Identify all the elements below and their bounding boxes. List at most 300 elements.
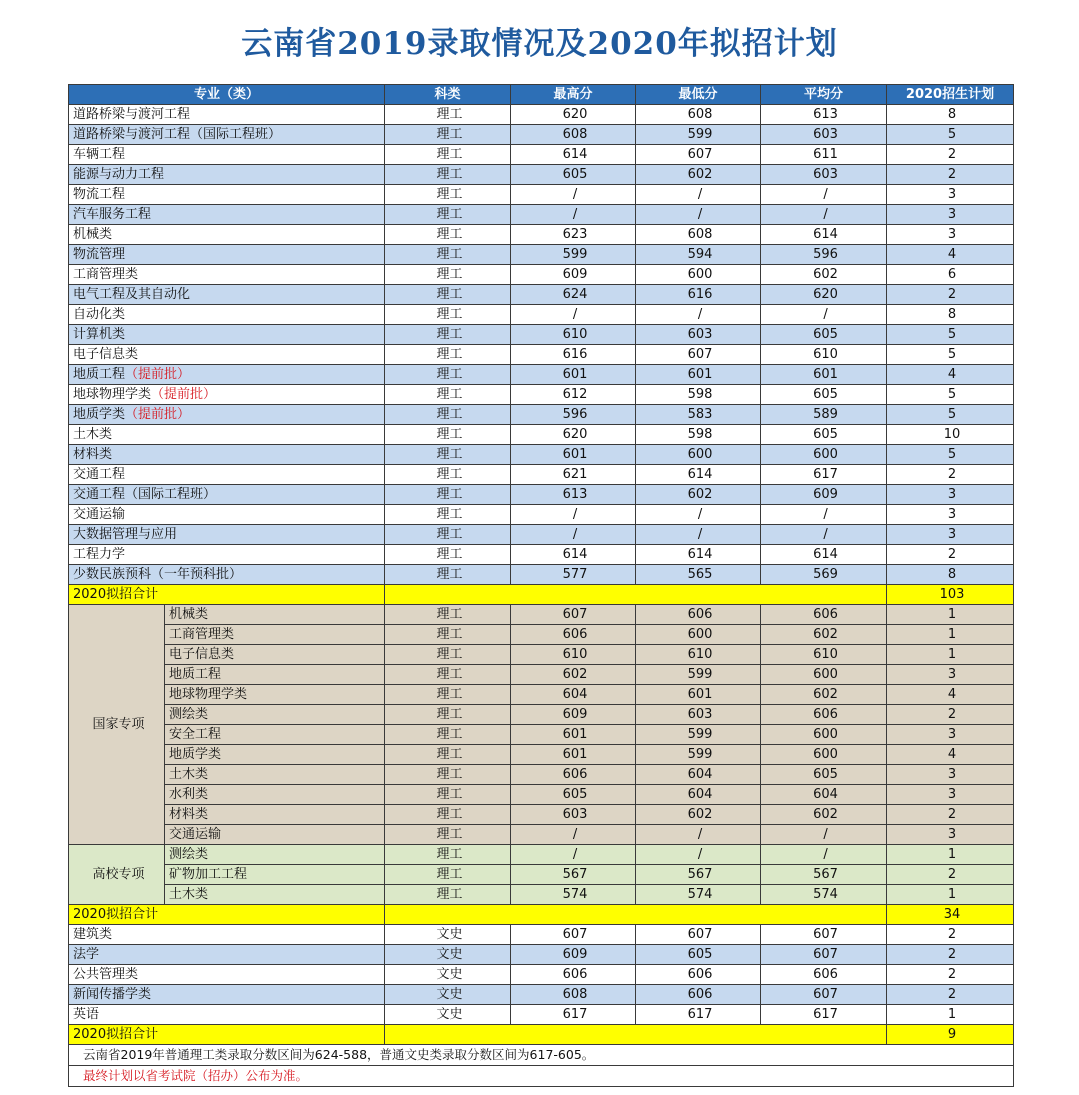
cell-type: 理工 (385, 265, 511, 285)
cell-min: 598 (636, 425, 761, 445)
major-name: 英语 (69, 1005, 385, 1025)
cell-min: 601 (636, 365, 761, 385)
cell-avg: 569 (761, 565, 887, 585)
cell-avg: / (761, 205, 887, 225)
cell-type: 理工 (385, 105, 511, 125)
cell-plan: 2 (887, 165, 1014, 185)
cell-min: 606 (636, 985, 761, 1005)
major-name-cell (69, 225, 385, 245)
cell-avg: 607 (761, 925, 887, 945)
cell-plan: 4 (887, 685, 1014, 705)
major-name: 土木类 (165, 765, 385, 785)
cell-type: 理工 (385, 205, 511, 225)
cell-plan: 5 (887, 385, 1014, 405)
major-name: 地质工程 (73, 367, 126, 382)
table-row (69, 205, 1014, 225)
table-row (69, 805, 1014, 825)
cell-plan: 1 (887, 605, 1014, 625)
cell-max: 610 (511, 325, 636, 345)
cell-min: 594 (636, 245, 761, 265)
cell-min: 603 (636, 705, 761, 725)
cell-min: 607 (636, 345, 761, 365)
cell-type: 文史 (385, 965, 511, 985)
cell-type: 理工 (385, 305, 511, 325)
cell-plan: 3 (887, 665, 1014, 685)
major-name: 测绘类 (165, 845, 385, 865)
cell-min: 600 (636, 265, 761, 285)
cell-min: 614 (636, 545, 761, 565)
cell-avg: 604 (761, 785, 887, 805)
cell-min: 599 (636, 665, 761, 685)
note-row (69, 1045, 1014, 1066)
group-label: 国家专项 (69, 605, 165, 845)
major-name: 交通运输 (73, 507, 126, 522)
major-name: 地质学类 (165, 745, 385, 765)
subtotal-label: 2020拟招合计 (69, 905, 385, 925)
table-row (69, 885, 1014, 905)
cell-max: 616 (511, 345, 636, 365)
subtotal-value: 103 (887, 585, 1014, 605)
subtotal-label: 2020拟招合计 (69, 1025, 385, 1045)
table-row (69, 1005, 1014, 1025)
table-row (69, 225, 1014, 245)
cell-max: 607 (511, 925, 636, 945)
cell-min: 607 (636, 145, 761, 165)
subtotal-blank (385, 585, 887, 605)
cell-plan: 3 (887, 225, 1014, 245)
major-name-cell (69, 545, 385, 565)
cell-type: 理工 (385, 645, 511, 665)
table-row (69, 125, 1014, 145)
cell-plan: 4 (887, 245, 1014, 265)
cell-avg: 609 (761, 485, 887, 505)
major-name: 电气工程及其自动化 (73, 287, 191, 302)
cell-max: 617 (511, 1005, 636, 1025)
cell-type: 理工 (385, 685, 511, 705)
cell-type: 理工 (385, 385, 511, 405)
cell-plan: 3 (887, 725, 1014, 745)
cell-plan: 2 (887, 145, 1014, 165)
cell-plan: 2 (887, 805, 1014, 825)
table-row (69, 965, 1014, 985)
table-row (69, 165, 1014, 185)
major-name: 道路桥梁与渡河工程 (73, 107, 191, 122)
major-name: 地质工程 (165, 665, 385, 685)
cell-plan: 2 (887, 945, 1014, 965)
cell-max: 604 (511, 685, 636, 705)
cell-plan: 5 (887, 325, 1014, 345)
cell-avg: 601 (761, 365, 887, 385)
cell-type: 理工 (385, 745, 511, 765)
table-row (69, 645, 1014, 665)
major-name: 机械类 (73, 227, 113, 242)
cell-plan: 3 (887, 505, 1014, 525)
table-row (69, 545, 1014, 565)
cell-max: / (511, 205, 636, 225)
cell-min: 600 (636, 445, 761, 465)
cell-plan: 2 (887, 285, 1014, 305)
cell-avg: 605 (761, 325, 887, 345)
major-name: 工商管理类 (165, 625, 385, 645)
subtotal-value: 9 (887, 1025, 1014, 1045)
table-row (69, 505, 1014, 525)
cell-max: 606 (511, 765, 636, 785)
cell-avg: 617 (761, 1005, 887, 1025)
subtotal-row (69, 905, 1014, 925)
major-name: 矿物加工工程 (165, 865, 385, 885)
cell-avg: 602 (761, 265, 887, 285)
cell-max: 603 (511, 805, 636, 825)
cell-max: 624 (511, 285, 636, 305)
cell-min: / (636, 305, 761, 325)
table-row (69, 145, 1014, 165)
cell-min: 614 (636, 465, 761, 485)
cell-type: 理工 (385, 825, 511, 845)
major-name-cell (69, 245, 385, 265)
major-name-cell (69, 125, 385, 145)
cell-min: 604 (636, 785, 761, 805)
cell-type: 理工 (385, 505, 511, 525)
cell-plan: 8 (887, 565, 1014, 585)
cell-plan: 6 (887, 265, 1014, 285)
cell-max: 602 (511, 665, 636, 685)
cell-avg: 611 (761, 145, 887, 165)
cell-min: 610 (636, 645, 761, 665)
major-name: 新闻传播学类 (69, 985, 385, 1005)
cell-avg: 606 (761, 605, 887, 625)
table-row (69, 425, 1014, 445)
cell-avg: 600 (761, 445, 887, 465)
table-row (69, 525, 1014, 545)
cell-max: 609 (511, 265, 636, 285)
cell-max: / (511, 825, 636, 845)
header-max-score: 最高分 (511, 85, 636, 105)
cell-max: / (511, 305, 636, 325)
table-row (69, 925, 1014, 945)
cell-plan: 3 (887, 785, 1014, 805)
subtotal-row (69, 1025, 1014, 1045)
cell-max: 614 (511, 145, 636, 165)
major-name-cell (69, 165, 385, 185)
cell-plan: 5 (887, 405, 1014, 425)
cell-max: 577 (511, 565, 636, 585)
cell-max: / (511, 185, 636, 205)
major-name: 测绘类 (165, 705, 385, 725)
cell-max: 601 (511, 445, 636, 465)
cell-plan: 2 (887, 965, 1014, 985)
major-name-cell (69, 345, 385, 365)
major-name-cell (69, 145, 385, 165)
major-name: 物流管理 (73, 247, 126, 262)
cell-type: 文史 (385, 1005, 511, 1025)
major-name: 交通运输 (165, 825, 385, 845)
cell-max: 601 (511, 365, 636, 385)
major-name: 汽车服务工程 (73, 207, 152, 222)
major-name: 土木类 (165, 885, 385, 905)
cell-type: 理工 (385, 765, 511, 785)
cell-min: 606 (636, 605, 761, 625)
cell-plan: 8 (887, 305, 1014, 325)
cell-type: 理工 (385, 425, 511, 445)
cell-plan: 5 (887, 345, 1014, 365)
cell-min: 602 (636, 485, 761, 505)
table-row (69, 765, 1014, 785)
header-category: 科类 (385, 85, 511, 105)
cell-min: 599 (636, 745, 761, 765)
cell-avg: 589 (761, 405, 887, 425)
cell-plan: 1 (887, 645, 1014, 665)
cell-avg: 607 (761, 945, 887, 965)
cell-avg: 605 (761, 425, 887, 445)
cell-type: 理工 (385, 185, 511, 205)
cell-type: 文史 (385, 925, 511, 945)
cell-min: / (636, 845, 761, 865)
cell-max: 601 (511, 745, 636, 765)
cell-max: 605 (511, 165, 636, 185)
major-name: 工商管理类 (73, 267, 139, 282)
cell-type: 理工 (385, 885, 511, 905)
major-name-cell (69, 445, 385, 465)
major-name: 能源与动力工程 (73, 167, 165, 182)
cell-min: 583 (636, 405, 761, 425)
cell-plan: 1 (887, 1005, 1014, 1025)
table-row (69, 665, 1014, 685)
cell-avg: 602 (761, 805, 887, 825)
cell-type: 理工 (385, 165, 511, 185)
cell-plan: 3 (887, 485, 1014, 505)
cell-avg: 610 (761, 345, 887, 365)
major-name: 计算机类 (73, 327, 126, 342)
table-row (69, 465, 1014, 485)
cell-max: 608 (511, 125, 636, 145)
major-name: 法学 (69, 945, 385, 965)
major-name-cell (69, 205, 385, 225)
major-name: 安全工程 (165, 725, 385, 745)
cell-type: 理工 (385, 605, 511, 625)
cell-type: 理工 (385, 345, 511, 365)
cell-type: 理工 (385, 805, 511, 825)
table-row (69, 685, 1014, 705)
cell-type: 理工 (385, 125, 511, 145)
cell-plan: 1 (887, 885, 1014, 905)
cell-plan: 1 (887, 845, 1014, 865)
table-row (69, 365, 1014, 385)
major-name: 机械类 (165, 605, 385, 625)
cell-plan: 1 (887, 625, 1014, 645)
cell-min: 599 (636, 725, 761, 745)
cell-type: 理工 (385, 245, 511, 265)
table-row (69, 385, 1014, 405)
cell-avg: 607 (761, 985, 887, 1005)
table-row (69, 945, 1014, 965)
cell-avg: 596 (761, 245, 887, 265)
major-name: 水利类 (165, 785, 385, 805)
cell-avg: / (761, 525, 887, 545)
cell-type: 文史 (385, 945, 511, 965)
cell-min: 598 (636, 385, 761, 405)
cell-plan: 3 (887, 185, 1014, 205)
cell-type: 文史 (385, 985, 511, 1005)
cell-avg: 605 (761, 385, 887, 405)
cell-min: 608 (636, 225, 761, 245)
group-label: 高校专项 (69, 845, 165, 905)
cell-type: 理工 (385, 145, 511, 165)
admission-table (68, 84, 1014, 1087)
major-name: 材料类 (165, 805, 385, 825)
cell-plan: 2 (887, 545, 1014, 565)
cell-min: 602 (636, 165, 761, 185)
cell-plan: 5 (887, 445, 1014, 465)
table-header-row (69, 85, 1014, 105)
cell-min: 603 (636, 325, 761, 345)
table-row (69, 865, 1014, 885)
cell-max: / (511, 525, 636, 545)
cell-type: 理工 (385, 705, 511, 725)
cell-max: 606 (511, 625, 636, 645)
cell-max: 605 (511, 785, 636, 805)
cell-type: 理工 (385, 465, 511, 485)
cell-min: 606 (636, 965, 761, 985)
cell-min: 565 (636, 565, 761, 585)
cell-min: 601 (636, 685, 761, 705)
cell-plan: 3 (887, 825, 1014, 845)
cell-plan: 3 (887, 205, 1014, 225)
table-row (69, 325, 1014, 345)
major-name: 电子信息类 (73, 347, 139, 362)
cell-type: 理工 (385, 865, 511, 885)
cell-type: 理工 (385, 545, 511, 565)
cell-max: 620 (511, 105, 636, 125)
major-name-cell (69, 425, 385, 445)
cell-plan: 8 (887, 105, 1014, 125)
major-name: 交通工程（国际工程班） (73, 487, 217, 502)
major-name-cell (69, 485, 385, 505)
cell-max: 612 (511, 385, 636, 405)
major-name-cell (69, 365, 385, 385)
major-name-cell (69, 465, 385, 485)
major-name-cell (69, 505, 385, 525)
major-name-cell (69, 565, 385, 585)
table-row (69, 265, 1014, 285)
cell-avg: 617 (761, 465, 887, 485)
cell-plan: 2 (887, 985, 1014, 1005)
cell-type: 理工 (385, 445, 511, 465)
major-name: 车辆工程 (73, 147, 126, 162)
cell-type: 理工 (385, 665, 511, 685)
table-row (69, 485, 1014, 505)
table-row (69, 305, 1014, 325)
major-name: 物流工程 (73, 187, 126, 202)
cell-avg: 620 (761, 285, 887, 305)
major-name-cell (69, 525, 385, 545)
early-batch-note: （提前批） (125, 367, 191, 382)
header-plan-2020: 2020招生计划 (887, 85, 1014, 105)
cell-type: 理工 (385, 845, 511, 865)
cell-avg: / (761, 505, 887, 525)
header-major: 专业（类） (69, 85, 385, 105)
cell-max: 621 (511, 465, 636, 485)
table-row (69, 445, 1014, 465)
header-min-score: 最低分 (636, 85, 761, 105)
table-row (69, 705, 1014, 725)
cell-plan: 10 (887, 425, 1014, 445)
cell-min: / (636, 525, 761, 545)
subtotal-value: 34 (887, 905, 1014, 925)
cell-avg: 614 (761, 225, 887, 245)
cell-min: / (636, 825, 761, 845)
table-row (69, 845, 1014, 865)
major-name-cell (69, 265, 385, 285)
cell-max: 614 (511, 545, 636, 565)
early-batch-note: （提前批） (125, 407, 191, 422)
cell-type: 理工 (385, 525, 511, 545)
cell-plan: 5 (887, 125, 1014, 145)
note-row (69, 1066, 1014, 1087)
cell-plan: 3 (887, 525, 1014, 545)
major-name: 土木类 (73, 427, 113, 442)
table-row (69, 985, 1014, 1005)
cell-min: 607 (636, 925, 761, 945)
cell-max: 601 (511, 725, 636, 745)
cell-type: 理工 (385, 405, 511, 425)
cell-type: 理工 (385, 725, 511, 745)
cell-plan: 2 (887, 705, 1014, 725)
cell-max: 606 (511, 965, 636, 985)
cell-avg: 602 (761, 685, 887, 705)
table-row (69, 345, 1014, 365)
table-row (69, 605, 1014, 625)
cell-min: / (636, 205, 761, 225)
cell-max: 567 (511, 865, 636, 885)
table-row (69, 245, 1014, 265)
major-name-cell (69, 185, 385, 205)
major-name: 材料类 (73, 447, 113, 462)
cell-max: 609 (511, 945, 636, 965)
cell-avg: 567 (761, 865, 887, 885)
cell-min: 604 (636, 765, 761, 785)
subtotal-row (69, 585, 1014, 605)
page-title: 云南省2019录取情况及2020年拟招计划 (241, 26, 838, 62)
major-name: 电子信息类 (165, 645, 385, 665)
major-name: 地球物理学类 (73, 387, 152, 402)
cell-max: 610 (511, 645, 636, 665)
table-row (69, 185, 1014, 205)
cell-avg: 603 (761, 165, 887, 185)
cell-min: 599 (636, 125, 761, 145)
major-name: 道路桥梁与渡河工程（国际工程班） (73, 127, 282, 142)
cell-max: 574 (511, 885, 636, 905)
cell-avg: 614 (761, 545, 887, 565)
major-name: 自动化类 (73, 307, 126, 322)
cell-avg: 600 (761, 725, 887, 745)
major-name: 工程力学 (73, 547, 126, 562)
cell-plan: 4 (887, 745, 1014, 765)
cell-type: 理工 (385, 365, 511, 385)
cell-avg: / (761, 305, 887, 325)
table-row (69, 405, 1014, 425)
cell-plan: 2 (887, 925, 1014, 945)
subtotal-blank (385, 905, 887, 925)
cell-max: 607 (511, 605, 636, 625)
cell-max: / (511, 845, 636, 865)
cell-max: 613 (511, 485, 636, 505)
cell-min: 567 (636, 865, 761, 885)
table-row (69, 565, 1014, 585)
major-name: 大数据管理与应用 (73, 527, 178, 542)
cell-avg: 600 (761, 745, 887, 765)
table-row (69, 745, 1014, 765)
cell-avg: 600 (761, 665, 887, 685)
